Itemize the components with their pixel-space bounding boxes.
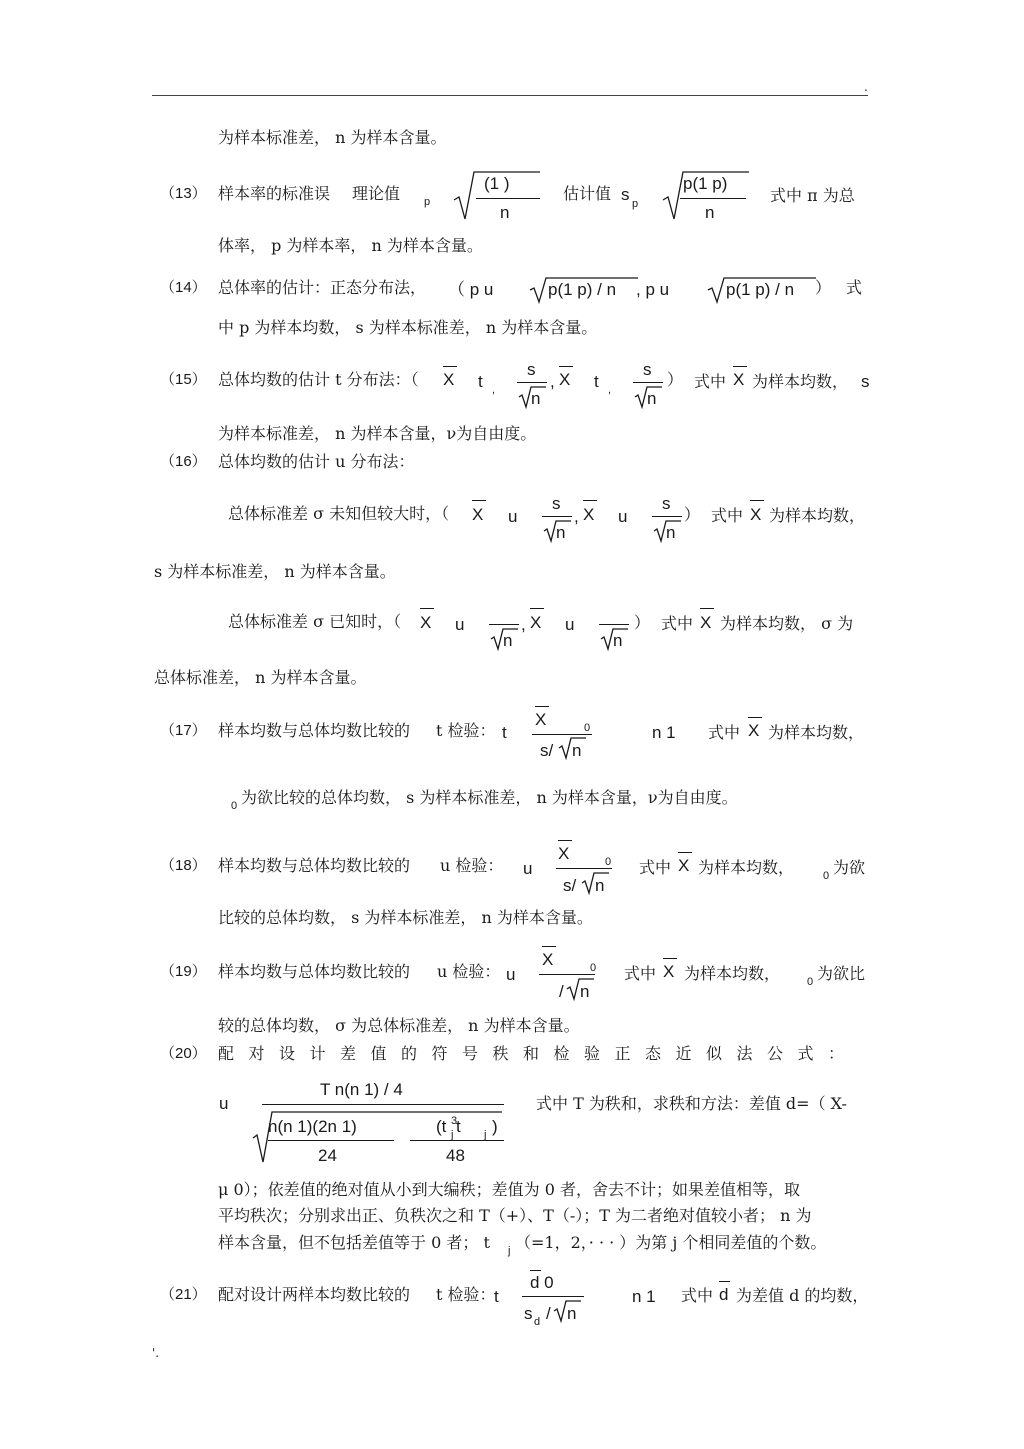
denominator: n bbox=[503, 631, 513, 650]
fraction-bar bbox=[633, 382, 663, 383]
comma: , bbox=[550, 372, 555, 391]
item-number: （13） bbox=[160, 185, 207, 202]
df: n 1 bbox=[652, 723, 676, 742]
symbol: t bbox=[594, 372, 599, 391]
overbar bbox=[748, 717, 762, 718]
subscript: d bbox=[534, 1316, 541, 1328]
item-number: （19） bbox=[160, 963, 207, 980]
text: 式 bbox=[846, 278, 863, 297]
numerator: T n(n 1) / 4 bbox=[320, 1080, 403, 1099]
text-line: 总体标准差， n 为样本含量。 bbox=[154, 668, 367, 687]
overbar bbox=[420, 608, 434, 609]
subscript: , bbox=[608, 384, 612, 396]
subscript: 0 bbox=[231, 800, 238, 812]
text: 为欲 bbox=[833, 858, 866, 877]
symbol-x: X bbox=[750, 505, 762, 524]
subscript: p bbox=[632, 198, 639, 210]
denominator-part: 48 bbox=[446, 1146, 465, 1165]
symbol-x: X bbox=[558, 844, 570, 863]
denominator-part: ) bbox=[492, 1117, 498, 1136]
text: 样本均数与总体均数比较的 bbox=[218, 856, 411, 875]
text: 总体均数的估计 t 分布法：（ bbox=[218, 370, 419, 389]
symbol-x: X bbox=[748, 721, 760, 740]
item-number: （17） bbox=[160, 722, 207, 739]
overbar bbox=[719, 1281, 730, 1282]
text: 总体均数的估计 u 分布法： bbox=[218, 452, 415, 471]
text-line: s 为样本标准差， n 为样本含量。 bbox=[154, 562, 396, 581]
text: 式中 bbox=[711, 506, 744, 525]
text: 总体标准差 σ 已知时，（ bbox=[228, 612, 402, 631]
symbol-x: X bbox=[443, 370, 455, 389]
symbol: u bbox=[618, 507, 628, 526]
text: 估计值 bbox=[563, 184, 612, 203]
denominator: n bbox=[666, 523, 676, 542]
subscript: p bbox=[424, 196, 431, 208]
overbar bbox=[678, 852, 692, 853]
symbol-x: X bbox=[700, 613, 712, 632]
denominator: n bbox=[647, 389, 657, 408]
fraction-bar bbox=[262, 1104, 504, 1105]
text-line: 体率， p 为样本率， n 为样本含量。 bbox=[218, 236, 483, 255]
superscript: 3 bbox=[451, 1115, 458, 1127]
denominator: n bbox=[580, 982, 590, 1001]
denominator-part: 24 bbox=[318, 1146, 337, 1165]
denominator-part: n(n 1)(2n 1) bbox=[268, 1117, 357, 1136]
overbar bbox=[663, 958, 677, 959]
text: ） bbox=[684, 505, 701, 524]
subscript: j bbox=[484, 1129, 487, 1141]
text: ） bbox=[815, 278, 832, 297]
symbol-x: X bbox=[559, 370, 571, 389]
text-line: （=1，2，· · · ）为第 j 个相同差值的个数。 bbox=[515, 1233, 827, 1252]
fraction-bar bbox=[652, 516, 682, 517]
text: t 检验： bbox=[436, 1285, 496, 1304]
overbar bbox=[443, 366, 457, 367]
text: ） bbox=[667, 370, 684, 389]
item-number: （16） bbox=[160, 453, 207, 470]
denominator: s/ bbox=[563, 876, 577, 895]
fraction-bar bbox=[532, 734, 592, 735]
text-line: 中 p 为样本均数， s 为样本标准差， n 为样本含量。 bbox=[218, 318, 598, 337]
symbol: t bbox=[478, 372, 483, 391]
radicand: p(1 p) / n bbox=[726, 280, 795, 299]
text: 为样本均数， bbox=[752, 372, 849, 391]
text: ） bbox=[634, 613, 651, 632]
numerator: (1 ) bbox=[484, 174, 510, 193]
fraction-bar bbox=[599, 624, 629, 625]
symbol: t bbox=[494, 1287, 499, 1306]
denominator: n bbox=[556, 523, 566, 542]
symbol: s bbox=[861, 372, 870, 391]
denominator: n bbox=[595, 876, 605, 895]
fraction-bar bbox=[539, 974, 595, 975]
numerator: s bbox=[552, 494, 561, 513]
subscript: 0 bbox=[605, 856, 612, 868]
fraction-bar bbox=[556, 868, 612, 869]
comma: , bbox=[574, 507, 579, 526]
item-number: （20） bbox=[160, 1045, 207, 1062]
text: 理论值 bbox=[352, 184, 401, 203]
denominator: n bbox=[567, 1304, 577, 1323]
symbol-x: X bbox=[663, 962, 675, 981]
text: 为样本均数， bbox=[684, 964, 781, 983]
subscript: j bbox=[451, 1129, 454, 1141]
symbol-x: X bbox=[678, 856, 690, 875]
text-line: 为样本标准差， n 为样本含量，ν为自由度。 bbox=[218, 424, 537, 443]
symbol-x: X bbox=[472, 505, 484, 524]
text: 为样本均数， σ 为 bbox=[720, 614, 854, 633]
fraction-bar bbox=[489, 624, 519, 625]
symbol: u bbox=[565, 615, 575, 634]
overbar bbox=[535, 706, 549, 707]
numerator: s bbox=[527, 360, 536, 379]
overbar bbox=[530, 608, 544, 609]
fraction-bar bbox=[476, 198, 540, 199]
text: 式中 bbox=[708, 723, 741, 742]
symbol: t bbox=[502, 723, 507, 742]
text-line: 样本含量，但不包括差值等于 0 者； t bbox=[218, 1233, 490, 1252]
text: 为样本均数， bbox=[768, 723, 865, 742]
numerator: s bbox=[662, 494, 671, 513]
text: 式中 bbox=[639, 858, 672, 877]
fraction-bar bbox=[680, 198, 746, 199]
overbar bbox=[472, 500, 486, 501]
text: 为样本均数， bbox=[769, 506, 866, 525]
fraction-bar bbox=[268, 1140, 394, 1141]
denominator: / bbox=[559, 982, 564, 1001]
symbol: u bbox=[455, 615, 465, 634]
fraction-bar bbox=[542, 516, 572, 517]
text: 为样本均数， bbox=[698, 858, 795, 877]
text: u 检验： bbox=[437, 962, 501, 981]
fraction-bar bbox=[517, 382, 547, 383]
fraction-bar bbox=[522, 1296, 584, 1297]
text: 样本率的标准误 bbox=[218, 184, 331, 203]
radicand: p(1 p) / n bbox=[548, 280, 617, 299]
symbol-x: X bbox=[530, 613, 542, 632]
denominator: n bbox=[572, 741, 582, 760]
footer-mark: '. bbox=[152, 1346, 160, 1360]
df: n 1 bbox=[632, 1287, 656, 1306]
denominator-part: t bbox=[456, 1117, 461, 1136]
overbar bbox=[530, 1270, 541, 1271]
text: 式中 π 为总 bbox=[770, 186, 855, 205]
text: 总体标准差 σ 未知但较大时，（ bbox=[228, 504, 450, 523]
text: t 检验： bbox=[436, 721, 496, 740]
symbol: d bbox=[719, 1285, 729, 1304]
overbar bbox=[750, 500, 764, 501]
text: 式中 bbox=[694, 372, 727, 391]
fraction-bar bbox=[410, 1140, 504, 1141]
numerator: s bbox=[643, 360, 652, 379]
denominator: n bbox=[500, 203, 510, 222]
symbol: u bbox=[523, 859, 533, 878]
overbar bbox=[733, 366, 747, 367]
comma: , bbox=[521, 615, 526, 634]
symbol: u bbox=[506, 965, 516, 984]
numerator: d 0 bbox=[530, 1273, 554, 1292]
symbol: s bbox=[621, 185, 630, 204]
denominator: n bbox=[613, 631, 623, 650]
denominator: n bbox=[705, 203, 715, 222]
symbol-x: X bbox=[542, 950, 554, 969]
header-mark: . bbox=[864, 80, 868, 94]
text: 式中 bbox=[624, 964, 657, 983]
subscript: 0 bbox=[807, 976, 814, 988]
item-number: （15） bbox=[160, 371, 207, 388]
overbar bbox=[542, 946, 556, 947]
subscript: 0 bbox=[584, 722, 591, 734]
text: 样本均数与总体均数比较的 bbox=[218, 721, 411, 740]
subscript: , bbox=[492, 384, 496, 396]
header-rule bbox=[152, 95, 868, 96]
formula-part: , p u bbox=[636, 280, 670, 299]
symbol-x: X bbox=[583, 505, 595, 524]
text: 式中 T 为秩和，求秩和方法：差值 d=（ X- bbox=[536, 1094, 847, 1113]
subscript: 0 bbox=[823, 870, 830, 882]
text-line: 比较的总体均数， s 为样本标准差， n 为样本含量。 bbox=[218, 908, 593, 927]
symbol: u bbox=[219, 1094, 229, 1113]
symbol-x: X bbox=[535, 710, 547, 729]
overbar bbox=[583, 500, 597, 501]
subscript: j bbox=[508, 1245, 511, 1257]
symbol-x: X bbox=[733, 370, 745, 389]
text-line: 为欲比较的总体均数， s 为样本标准差， n 为样本含量，ν为自由度。 bbox=[241, 788, 738, 807]
symbol: u bbox=[508, 507, 518, 526]
symbol-x: X bbox=[420, 613, 432, 632]
text-line: μ 0）；依差值的绝对值从小到大编秩；差值为 0 者，舍去不计；如果差值相等，取 bbox=[218, 1180, 801, 1199]
subscript: 0 bbox=[590, 962, 597, 974]
text-line: 为样本标准差， n 为样本含量。 bbox=[218, 128, 447, 147]
denominator: s/ bbox=[540, 741, 554, 760]
text: u 检验： bbox=[440, 856, 504, 875]
overbar bbox=[559, 366, 573, 367]
text: 样本均数与总体均数比较的 bbox=[218, 962, 411, 981]
text: 为差值 d 的均数， bbox=[736, 1286, 869, 1305]
denominator: n bbox=[531, 389, 541, 408]
text: 配对设计两样本均数比较的 bbox=[218, 1285, 411, 1304]
overbar bbox=[558, 840, 572, 841]
text-line: 较的总体均数， σ 为总体标准差， n 为样本含量。 bbox=[218, 1016, 580, 1035]
item-number: （14） bbox=[160, 279, 207, 296]
denominator: / bbox=[546, 1304, 551, 1323]
item-number: （18） bbox=[160, 857, 207, 874]
formula-part: （ p u bbox=[448, 280, 494, 299]
item-number: （21） bbox=[160, 1286, 207, 1303]
overbar bbox=[700, 608, 714, 609]
text: 式中 bbox=[661, 614, 694, 633]
denominator-part: (t bbox=[436, 1117, 447, 1136]
text: 配对设计差值的符号秩和检验正态近似法公式： bbox=[218, 1044, 859, 1063]
numerator: p(1 p) bbox=[683, 174, 728, 193]
text: 总体率的估计：正态分布法， bbox=[218, 278, 427, 297]
denominator: s bbox=[524, 1304, 533, 1323]
text-line: 平均秩次；分别求出正、负秩次之和 T（+）、T（-）；T 为二者绝对值较小者； n 为 bbox=[218, 1206, 812, 1225]
text: 式中 bbox=[681, 1286, 714, 1305]
text: 为欲比 bbox=[817, 964, 866, 983]
